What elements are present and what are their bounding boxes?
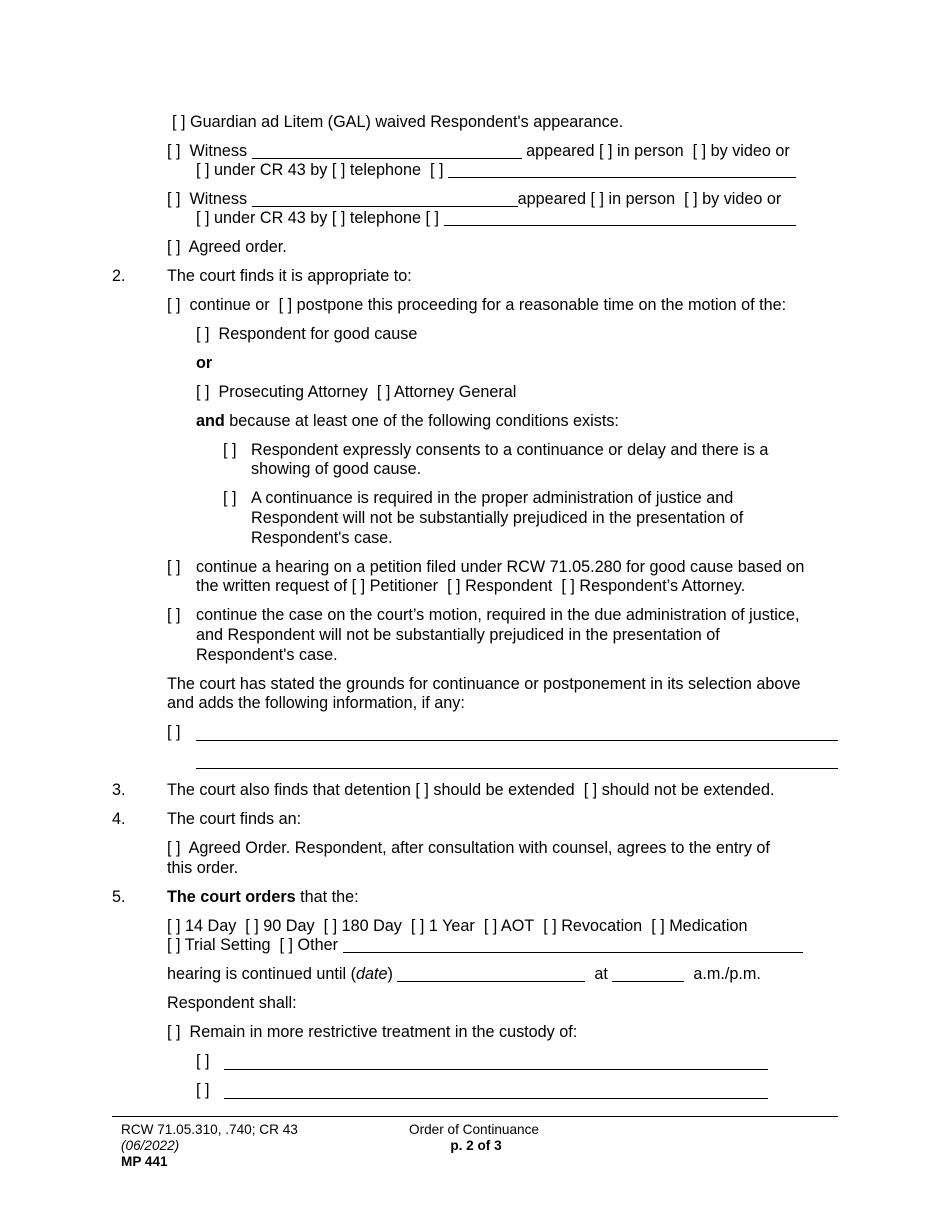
prosecuting-attorney-label: Prosecuting Attorney	[218, 383, 368, 401]
revocation-label: Revocation	[561, 917, 643, 935]
checkbox-witness-2-other[interactable]: [ ]	[425, 209, 440, 227]
agreed-order-line	[167, 238, 287, 257]
checkbox-continue[interactable]: [ ]	[167, 296, 181, 314]
respondent-shall: Respondent shall:	[167, 994, 297, 1012]
condition-2-text-1: A continuance is required in the proper administration of justice and	[251, 489, 734, 507]
motion-checkbox-line	[167, 606, 181, 625]
checkbox-petitioner[interactable]: [ ]	[351, 577, 366, 595]
checkbox-respondent-good-cause[interactable]: [ ]	[196, 325, 210, 343]
section-2-number: 2.	[112, 267, 126, 285]
other-label: Other	[297, 936, 338, 954]
checkbox-witness-1-cr43[interactable]: [ ]	[196, 161, 210, 179]
checkbox-prosecuting-attorney[interactable]: [ ]	[196, 383, 210, 401]
detention-label: The court also finds that detention	[167, 781, 411, 799]
respondent-request-label: Respondent	[465, 577, 553, 595]
witness-2-name-field[interactable]	[252, 190, 518, 207]
trial-setting-label: Trial Setting	[184, 936, 271, 954]
checkbox-remain[interactable]: [ ]	[167, 1023, 181, 1041]
witness-2-line-2	[196, 209, 796, 228]
section-4-lead: The court finds an:	[167, 810, 302, 828]
rcw-text-2	[196, 577, 745, 596]
condition-2-checkbox-line	[223, 489, 237, 508]
agreed-order-finding-2: this order.	[167, 859, 239, 877]
checkbox-witness-1-other[interactable]: [ ]	[430, 161, 444, 179]
rcw-checkbox-line	[167, 558, 181, 577]
witness-1-line-2	[196, 161, 796, 180]
checkbox-custody-1[interactable]: [ ]	[196, 1052, 210, 1070]
witness-2-video-label: by video or	[702, 190, 782, 208]
witness-1-label: Witness	[189, 142, 248, 160]
checkbox-extended[interactable]: [ ]	[415, 781, 429, 799]
witness-1-telephone-label: telephone	[349, 161, 422, 179]
witness-1-appeared: appeared	[526, 142, 595, 160]
checkbox-rcw-hearing[interactable]: [ ]	[167, 558, 181, 576]
additional-info-line	[167, 723, 181, 742]
condition-1-text-1: Respondent expressly consents to a continuance or delay and there is a	[251, 441, 769, 459]
witness-2-line-1	[167, 190, 781, 209]
custody-line-1	[196, 1052, 210, 1071]
at-label: at	[594, 965, 608, 983]
and-label: and	[196, 412, 225, 430]
footer-divider	[112, 1116, 838, 1117]
grounds-text-1: The court has stated the grounds for continuance or postponement in its selection above	[167, 675, 801, 693]
custody-field-2[interactable]	[224, 1098, 768, 1099]
witness-1-in-person-label: in person	[617, 142, 684, 160]
checkbox-witness-1-telephone[interactable]: [ ]	[331, 161, 346, 179]
section-5-lead	[167, 888, 359, 907]
other-field[interactable]	[343, 936, 803, 953]
date-label: date	[355, 965, 388, 983]
checkbox-witness-2-in-person[interactable]: [ ]	[590, 190, 604, 208]
because-text: because at least one of the following conditions exists:	[224, 412, 619, 430]
motion-text-2: and Respondent will not be substantially prejudiced in the presentation of	[196, 626, 720, 644]
checkbox-90-day[interactable]: [ ]	[245, 917, 259, 935]
written-request-label: the written request of	[196, 577, 348, 595]
condition-1-checkbox-line	[223, 441, 237, 460]
checkbox-gal-waived[interactable]: [ ]	[172, 113, 186, 131]
continued-time-field[interactable]	[612, 965, 684, 982]
witness-2-cr43-label: under CR 43 by	[214, 209, 328, 227]
extended-label: should be extended	[433, 781, 575, 799]
trial-setting-line	[167, 936, 803, 955]
grounds-text-2: and adds the following information, if any:	[167, 694, 465, 712]
witness-2-other-field[interactable]	[444, 209, 796, 226]
checkbox-condition-1[interactable]: [ ]	[223, 441, 237, 459]
checkbox-witness-2-video[interactable]: [ ]	[684, 190, 698, 208]
checkbox-trial-setting[interactable]: [ ]	[167, 936, 181, 954]
checkbox-condition-2[interactable]: [ ]	[223, 489, 237, 507]
witness-1-name-field[interactable]	[252, 142, 522, 159]
continue-or-label: continue or	[189, 296, 270, 314]
medication-label: Medication	[669, 917, 748, 935]
continued-until-label: hearing is continued until (	[167, 965, 356, 983]
section-2-lead: The court finds it is appropriate to:	[167, 267, 412, 285]
respondents-attorney-label: Respondent’s Attorney.	[579, 577, 746, 595]
witness-2-appeared: appeared	[517, 190, 586, 208]
footer-rcw: RCW 71.05.310, .740; CR 43	[121, 1122, 298, 1137]
motion-text-1: continue the case on the court’s motion, required in the due administration of justice,	[196, 606, 800, 624]
continued-date-field[interactable]	[397, 965, 585, 982]
checkbox-court-motion[interactable]: [ ]	[167, 606, 181, 624]
witness-1-video-label: by video or	[710, 142, 790, 160]
checkbox-custody-2[interactable]: [ ]	[196, 1081, 210, 1099]
checkbox-additional-info[interactable]: [ ]	[167, 723, 181, 741]
respondent-good-cause-label: Respondent for good cause	[218, 325, 418, 343]
footer-title: Order of Continuance	[409, 1122, 539, 1137]
1-year-label: 1 Year	[428, 917, 475, 935]
court-orders-rest: that the:	[295, 888, 359, 906]
footer-date: (06/2022)	[121, 1138, 180, 1153]
postpone-label: postpone this proceeding for a reasonable time on the motion of the:	[296, 296, 787, 314]
additional-info-field-2[interactable]	[196, 768, 838, 769]
checkbox-witness-1-in-person[interactable]: [ ]	[599, 142, 613, 160]
180-day-label: 180 Day	[341, 917, 402, 935]
continued-until-line: hearing is continued until (date) at a.m./p.m.	[167, 965, 761, 983]
gal-waived-text: Guardian ad Litem (GAL) waived Respondent's appearance.	[190, 113, 624, 131]
90-day-label: 90 Day	[263, 917, 315, 935]
checkbox-postpone[interactable]: [ ]	[278, 296, 293, 314]
condition-1-text-2: showing of good cause.	[251, 460, 422, 478]
witness-1-line-1	[167, 142, 790, 161]
additional-info-field-1[interactable]	[196, 740, 838, 741]
footer-form-number: MP 441	[121, 1154, 168, 1169]
petitioner-label: Petitioner	[369, 577, 439, 595]
custody-field-1[interactable]	[224, 1069, 768, 1070]
checkbox-witness-1-video[interactable]: [ ]	[692, 142, 707, 160]
continue-postpone-line	[167, 296, 786, 315]
not-extended-label: should not be extended.	[601, 781, 775, 799]
because-line	[196, 412, 619, 431]
section-3-number: 3.	[112, 781, 126, 799]
remain-line	[167, 1023, 577, 1042]
checkbox-not-extended[interactable]: [ ]	[583, 781, 598, 799]
checkbox-attorney-general[interactable]: [ ]	[376, 383, 391, 401]
witness-1-other-field[interactable]	[448, 161, 796, 178]
respondent-good-cause-line	[196, 325, 417, 344]
checkbox-other[interactable]: [ ]	[279, 936, 293, 954]
witness-2-telephone-label: telephone	[349, 209, 422, 227]
remain-label: Remain in more restrictive treatment in the custody of:	[189, 1023, 578, 1041]
custody-line-2	[196, 1081, 210, 1100]
checkbox-witness-2-telephone[interactable]: [ ]	[331, 209, 346, 227]
checkbox-agreed-order[interactable]: [ ]	[167, 238, 181, 256]
checkbox-1-year[interactable]: [ ]	[410, 917, 425, 935]
prosecuting-line	[196, 383, 516, 402]
14-day-label: 14 Day	[185, 917, 237, 935]
aot-label: AOT	[500, 917, 535, 935]
gal-waived-line	[172, 113, 623, 132]
checkbox-180-day[interactable]: [ ]	[323, 917, 338, 935]
motion-text-3: Respondent's case.	[196, 646, 338, 664]
agreed-order-text: Agreed order.	[188, 238, 287, 256]
ampm-label: a.m./p.m.	[693, 965, 761, 983]
witness-2-in-person-label: in person	[608, 190, 676, 208]
attorney-general-label: Attorney General	[393, 383, 517, 401]
court-orders-label: The court orders	[167, 888, 296, 906]
witness-1-cr43-label: under CR 43 by	[214, 161, 328, 179]
hearing-types-line	[167, 917, 748, 936]
rcw-text-1: continue a hearing on a petition filed under RCW 71.05.280 for good cause based on	[196, 558, 805, 576]
checkbox-revocation[interactable]: [ ]	[543, 917, 557, 935]
checkbox-respondent-request[interactable]: [ ]	[447, 577, 461, 595]
checkbox-witness-2-cr43[interactable]: [ ]	[196, 209, 210, 227]
checkbox-witness-1[interactable]: [ ]	[167, 142, 181, 160]
section-5-number: 5.	[112, 888, 126, 906]
witness-2-label: Witness	[189, 190, 248, 208]
condition-2-text-2: Respondent will not be substantially prejudiced in the presentation of	[251, 509, 744, 527]
section-3-line	[167, 781, 775, 800]
agreed-order-finding-text: Agreed Order. Respondent, after consultation with counsel, agrees to the entry of	[188, 839, 770, 857]
or-label: or	[196, 354, 213, 372]
checkbox-agreed-order-finding[interactable]: [ ]	[167, 839, 181, 857]
checkbox-14-day[interactable]: [ ]	[167, 917, 181, 935]
checkbox-witness-2[interactable]: [ ]	[167, 190, 181, 208]
condition-2-text-3: Respondent's case.	[251, 529, 393, 547]
checkbox-medication[interactable]: [ ]	[651, 917, 665, 935]
checkbox-respondents-attorney[interactable]: [ ]	[561, 577, 575, 595]
footer-page: p. 2 of 3	[450, 1138, 502, 1153]
section-4-number: 4.	[112, 810, 126, 828]
agreed-order-finding-1	[167, 839, 770, 858]
checkbox-aot[interactable]: [ ]	[483, 917, 498, 935]
